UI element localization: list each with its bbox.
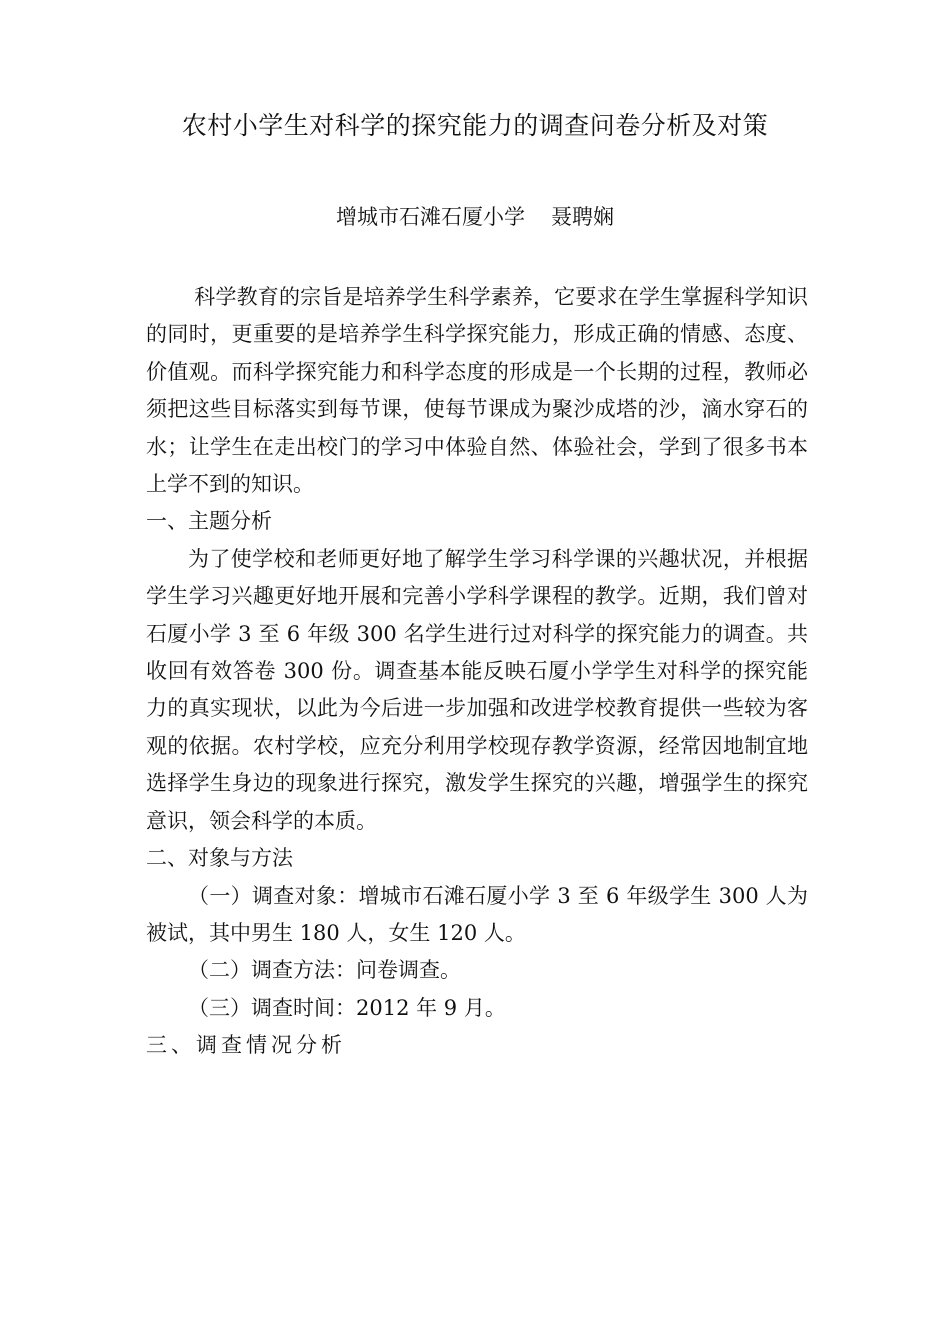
time-item: （三）调查时间：2012 年 9 月。 <box>188 995 506 1020</box>
document-body <box>146 279 808 1065</box>
document-title: 农村小学生对科学的探究能力的调查问卷分析及对策 <box>181 111 769 140</box>
author-school: 增城市石滩石厦小学 <box>336 205 525 229</box>
section-heading-subjects-methods: 二、对象与方法 <box>146 846 293 871</box>
intro-paragraph: 科学教育的宗旨是培养学生科学素养，它要求在学生掌握科学知识的同时，更重要的是培养学生科学探究能力，形成正确的情感、态度、价值观。而科学探究能力和科学态度的形成是一个长期的过程，教师必须把这些目标落实到每节课，使每节课成为聚沙成塔的沙，滴水穿石的水；让学生在走出校门的学习中体验自然、体验社会，学到了很多书本上学不到的知识。 <box>146 285 808 497</box>
section-heading-topic-analysis: 一、主题分析 <box>146 509 272 534</box>
section-heading-survey-analysis: 三、调查情况分析 <box>146 1033 346 1058</box>
topic-analysis-paragraph: 为了使学校和老师更好地了解学生学习科学课的兴趣状况，并根据学生学习兴趣更好地开展和完善小学科学课程的教学。近期，我们曾对石厦小学 3 至 6 年级 300 名学生进行过对科学的探究能力的调查。共收回有效答卷 300 份。调查基本能反映石厦小学学生对科学的探究能力的真实现状，以此为今后进一步加强和改进学校教育提供一些较为客观的依据。农村学校，应充分利用学校现存教学资源，经常因地制宜地选择学生身边的现象进行探究，激发学生探究的兴趣，增强学生的探究意识，领会科学的本质。 <box>146 546 808 833</box>
author-name: 聂聘娴 <box>551 205 614 229</box>
subjects-item: （一）调查对象：增城市石滩石厦小学 3 至 6 年级学生 300 人为被试，其中男生 180 人，女生 120 人。 <box>146 883 808 945</box>
author-line <box>0 200 950 234</box>
methods-item: （二）调查方法：问卷调查。 <box>188 958 461 983</box>
